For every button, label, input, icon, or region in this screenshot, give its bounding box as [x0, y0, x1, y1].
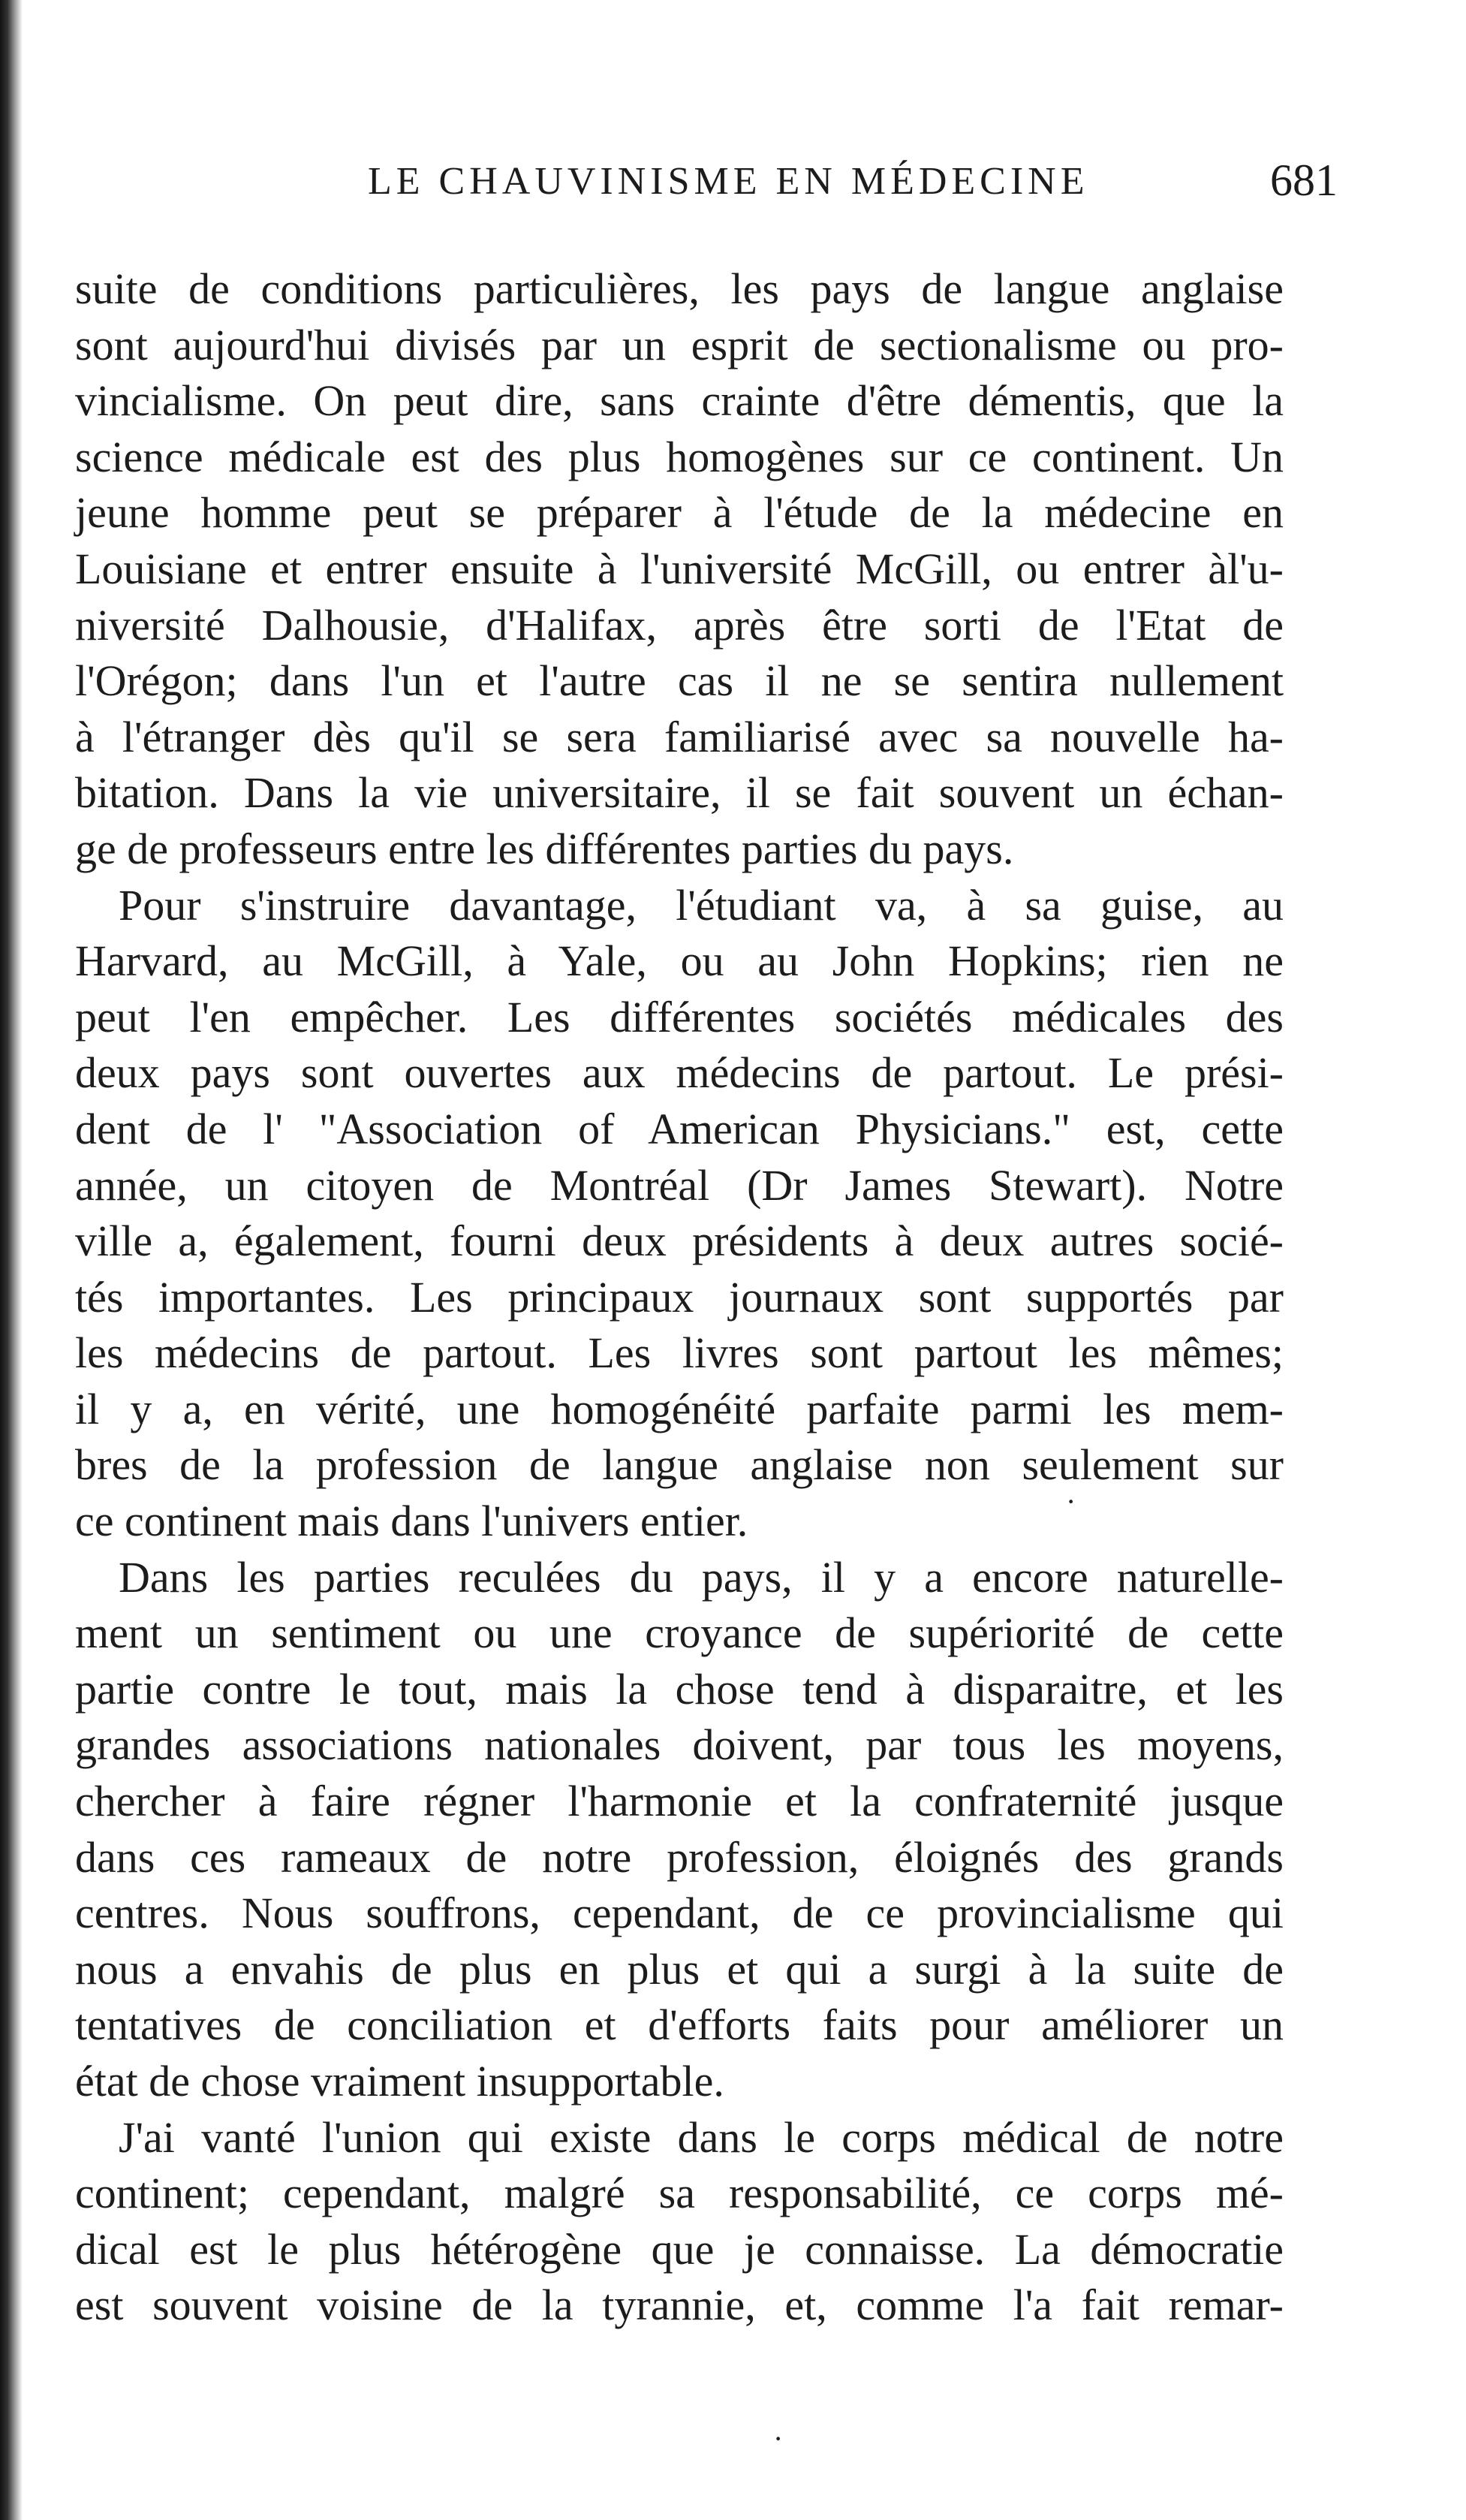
text-line: deux pays sont ouvertes aux médecins de partout. Le prési-	[75, 1048, 1284, 1098]
text-line: sont aujourd'hui divisés par un esprit de sectionalisme ou pro-	[75, 320, 1284, 369]
text-line: dans ces rameaux de notre profession, éloignés des grands	[75, 1832, 1284, 1882]
text-line: année, un citoyen de Montréal (Dr James Stewart). Notre	[75, 1160, 1284, 1210]
text-line: tentatives de conciliation et d'efforts faits pour améliorer un	[75, 2000, 1284, 2050]
text-line: bres de la profession de langue anglaise non seulement sur	[75, 1440, 1284, 1490]
binding-edge	[0, 0, 23, 2520]
text-line: suite de conditions particulières, les pays de langue anglaise	[75, 264, 1284, 313]
paragraph	[75, 261, 1284, 878]
paragraph	[75, 2110, 1284, 2334]
paragraph	[75, 878, 1284, 1550]
text-line: jeune homme peut se préparer à l'étude de la médecine en	[75, 488, 1284, 538]
text-line: Louisiane et entrer ensuite à l'université McGill, ou entrer àl'u-	[75, 544, 1284, 593]
text-line: tés importantes. Les principaux journaux sont supportés par	[75, 1272, 1284, 1322]
text-line: ge de professeurs entre les différentes parties du pays.	[75, 824, 1014, 873]
text-line: dical est le plus hétérogène que je connaisse. La démocratie	[75, 2224, 1284, 2274]
text-line: Dans les parties reculées du pays, il y a encore naturelle-	[119, 1552, 1284, 1602]
text-line: état de chose vraiment insupportable.	[75, 2057, 724, 2106]
text-line: J'ai vanté l'union qui existe dans le corps médical de notre	[119, 2112, 1284, 2162]
ink-speck: ·	[773, 2422, 784, 2455]
text-line: niversité Dalhousie, d'Halifax, après être sorti de l'Etat de	[75, 600, 1284, 650]
text-line: grandes associations nationales doivent, par tous les moyens,	[75, 1720, 1284, 1770]
text-line: ville a, également, fourni deux présidents à deux autres socié-	[75, 1216, 1284, 1266]
text-line: ce continent mais dans l'univers entier.	[75, 1497, 748, 1546]
text-line: Harvard, au McGill, à Yale, ou au John Hopkins; rien ne	[75, 936, 1284, 986]
body-text	[75, 261, 1284, 2334]
text-line: Pour s'instruire davantage, l'étudiant va, à sa guise, au	[119, 880, 1284, 930]
text-line: nous a envahis de plus en plus et qui a surgi à la suite de	[75, 1944, 1284, 1994]
text-line: peut l'en empêcher. Les différentes sociétés médicales des	[75, 992, 1284, 1041]
text-line: dent de l' "Association of American Physicians." est, cette	[75, 1104, 1284, 1153]
page-number: 681	[1270, 155, 1338, 205]
text-line: centres. Nous souffrons, cependant, de ce provincialisme qui	[75, 1888, 1284, 1938]
text-line: l'Orégon; dans l'un et l'autre cas il ne se sentira nullement	[75, 656, 1284, 706]
text-line: ment un sentiment ou une croyance de supériorité de cette	[75, 1608, 1284, 1658]
text-line: est souvent voisine de la tyrannie, et, comme l'a fait remar-	[75, 2280, 1284, 2330]
running-title: LE CHAUVINISME EN MÉDECINE	[368, 160, 1089, 203]
text-line: chercher à faire régner l'harmonie et la confraternité jusque	[75, 1777, 1284, 1826]
paragraph	[75, 1550, 1284, 2110]
text-line: à l'étranger dès qu'il se sera familiarisé avec sa nouvelle ha-	[75, 712, 1284, 761]
text-line: il y a, en vérité, une homogénéité parfaite parmi les mem-	[75, 1384, 1284, 1433]
text-line: partie contre le tout, mais la chose tend à disparaitre, et les	[75, 1664, 1284, 1714]
text-line: science médicale est des plus homogènes sur ce continent. Un	[75, 432, 1284, 481]
text-line: bitation. Dans la vie universitaire, il se fait souvent un échan-	[75, 768, 1284, 818]
text-line: vincialisme. On peut dire, sans crainte d'être démentis, que la	[75, 376, 1284, 426]
ink-speck: ·	[1066, 1485, 1076, 1518]
text-line: les médecins de partout. Les livres sont partout les mêmes;	[75, 1328, 1284, 1378]
text-line: continent; cependant, malgré sa responsabilité, ce corps mé-	[75, 2169, 1284, 2218]
